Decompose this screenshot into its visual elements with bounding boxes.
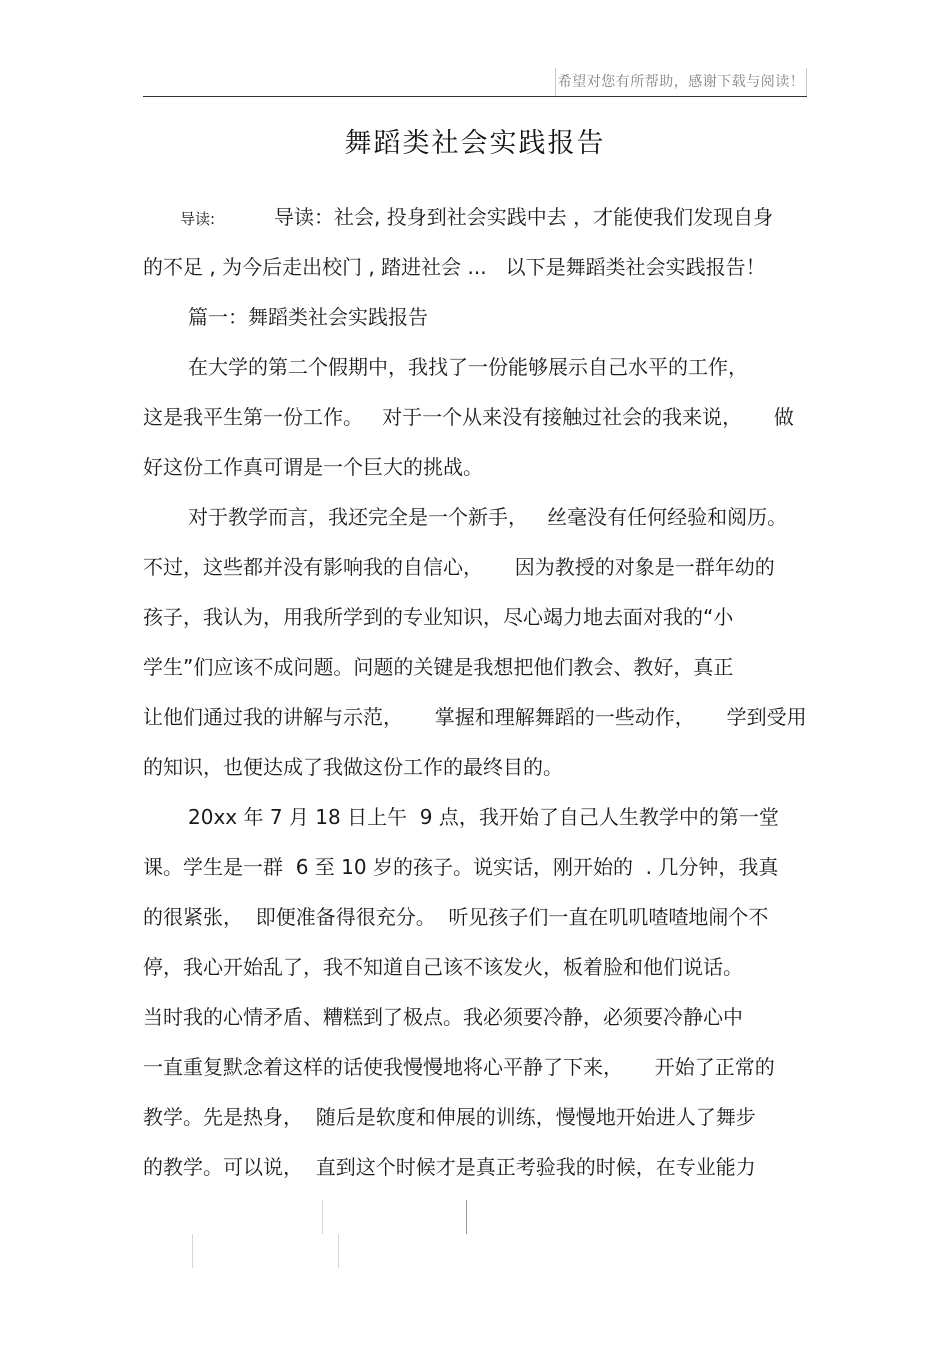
- body-line: 学生”们应该不成问题。问题的关键是我想把他们教会、教好，真正: [143, 655, 734, 679]
- header-note: 希望对您有所帮助，感谢下载与阅读！: [555, 68, 807, 96]
- body-line: 好这份工作真可谓是一个巨大的挑战。: [143, 455, 483, 479]
- guide-label: 导读:: [180, 210, 216, 228]
- body-line: 停，我心开始乱了，我不知道自己该不该发火，板着脸和他们说话。: [143, 955, 743, 979]
- body-line: 导读：社会, 投身到社会实践中去 ，才能使我们发现自身: [274, 205, 774, 229]
- body-line: 的不足 , 为今后走出校门 , 踏进社会 ... 以下是舞蹈类社会实践报告！: [143, 255, 766, 279]
- body-line: 在大学的第二个假期中，我找了一份能够展示自己水平的工作，: [188, 355, 748, 379]
- body-line: 课。学生是一群 6 至 10 岁的孩子。说实话，刚开始的 . 几分钟，我真: [143, 855, 779, 879]
- scan-mark: [322, 1200, 323, 1234]
- body-line: 孩子，我认为，用我所学到的专业知识，尽心竭力地去面对我的“小: [143, 605, 734, 629]
- scan-mark: [192, 1234, 193, 1268]
- body-line: 20xx 年 7 月 18 日上午 9 点，我开始了自己人生教学中的第一堂: [188, 805, 779, 829]
- header-divider: [143, 96, 807, 97]
- document-title: 舞蹈类社会实践报告: [344, 128, 606, 159]
- body-line: 的教学。可以说， 直到这个时候才是真正考验我的时候，在专业能力: [143, 1155, 756, 1179]
- section-heading: 篇一：舞蹈类社会实践报告: [188, 305, 428, 329]
- body-line: 让他们通过我的讲解与示范， 掌握和理解舞蹈的一些动作， 学到受用: [143, 705, 807, 729]
- body-line: 一直重复默念着这样的话使我慢慢地将心平静了下来， 开始了正常的: [143, 1055, 775, 1079]
- body-line: 不过，这些都并没有影响我的自信心， 因为教授的对象是一群年幼的: [143, 555, 775, 579]
- body-line: 对于教学而言，我还完全是一个新手， 丝毫没有任何经验和阅历。: [188, 505, 788, 529]
- body-line: 当时我的心情矛盾、糟糕到了极点。我必须要冷静，必须要冷静心中: [143, 1005, 743, 1029]
- body-line: 教学。先是热身， 随后是软度和伸展的训练，慢慢地开始进人了舞步: [143, 1105, 756, 1129]
- scan-mark: [466, 1200, 467, 1234]
- scan-mark: [338, 1234, 339, 1268]
- body-line: 的知识，也便达成了我做这份工作的最终目的。: [143, 755, 563, 779]
- body-line: 这是我平生第一份工作。 对于一个从来没有接触过社会的我来说， 做: [143, 405, 794, 429]
- body-line: 的很紧张， 即便准备得很充分。 听见孩子们一直在叽叽喳喳地闹个不: [143, 905, 769, 929]
